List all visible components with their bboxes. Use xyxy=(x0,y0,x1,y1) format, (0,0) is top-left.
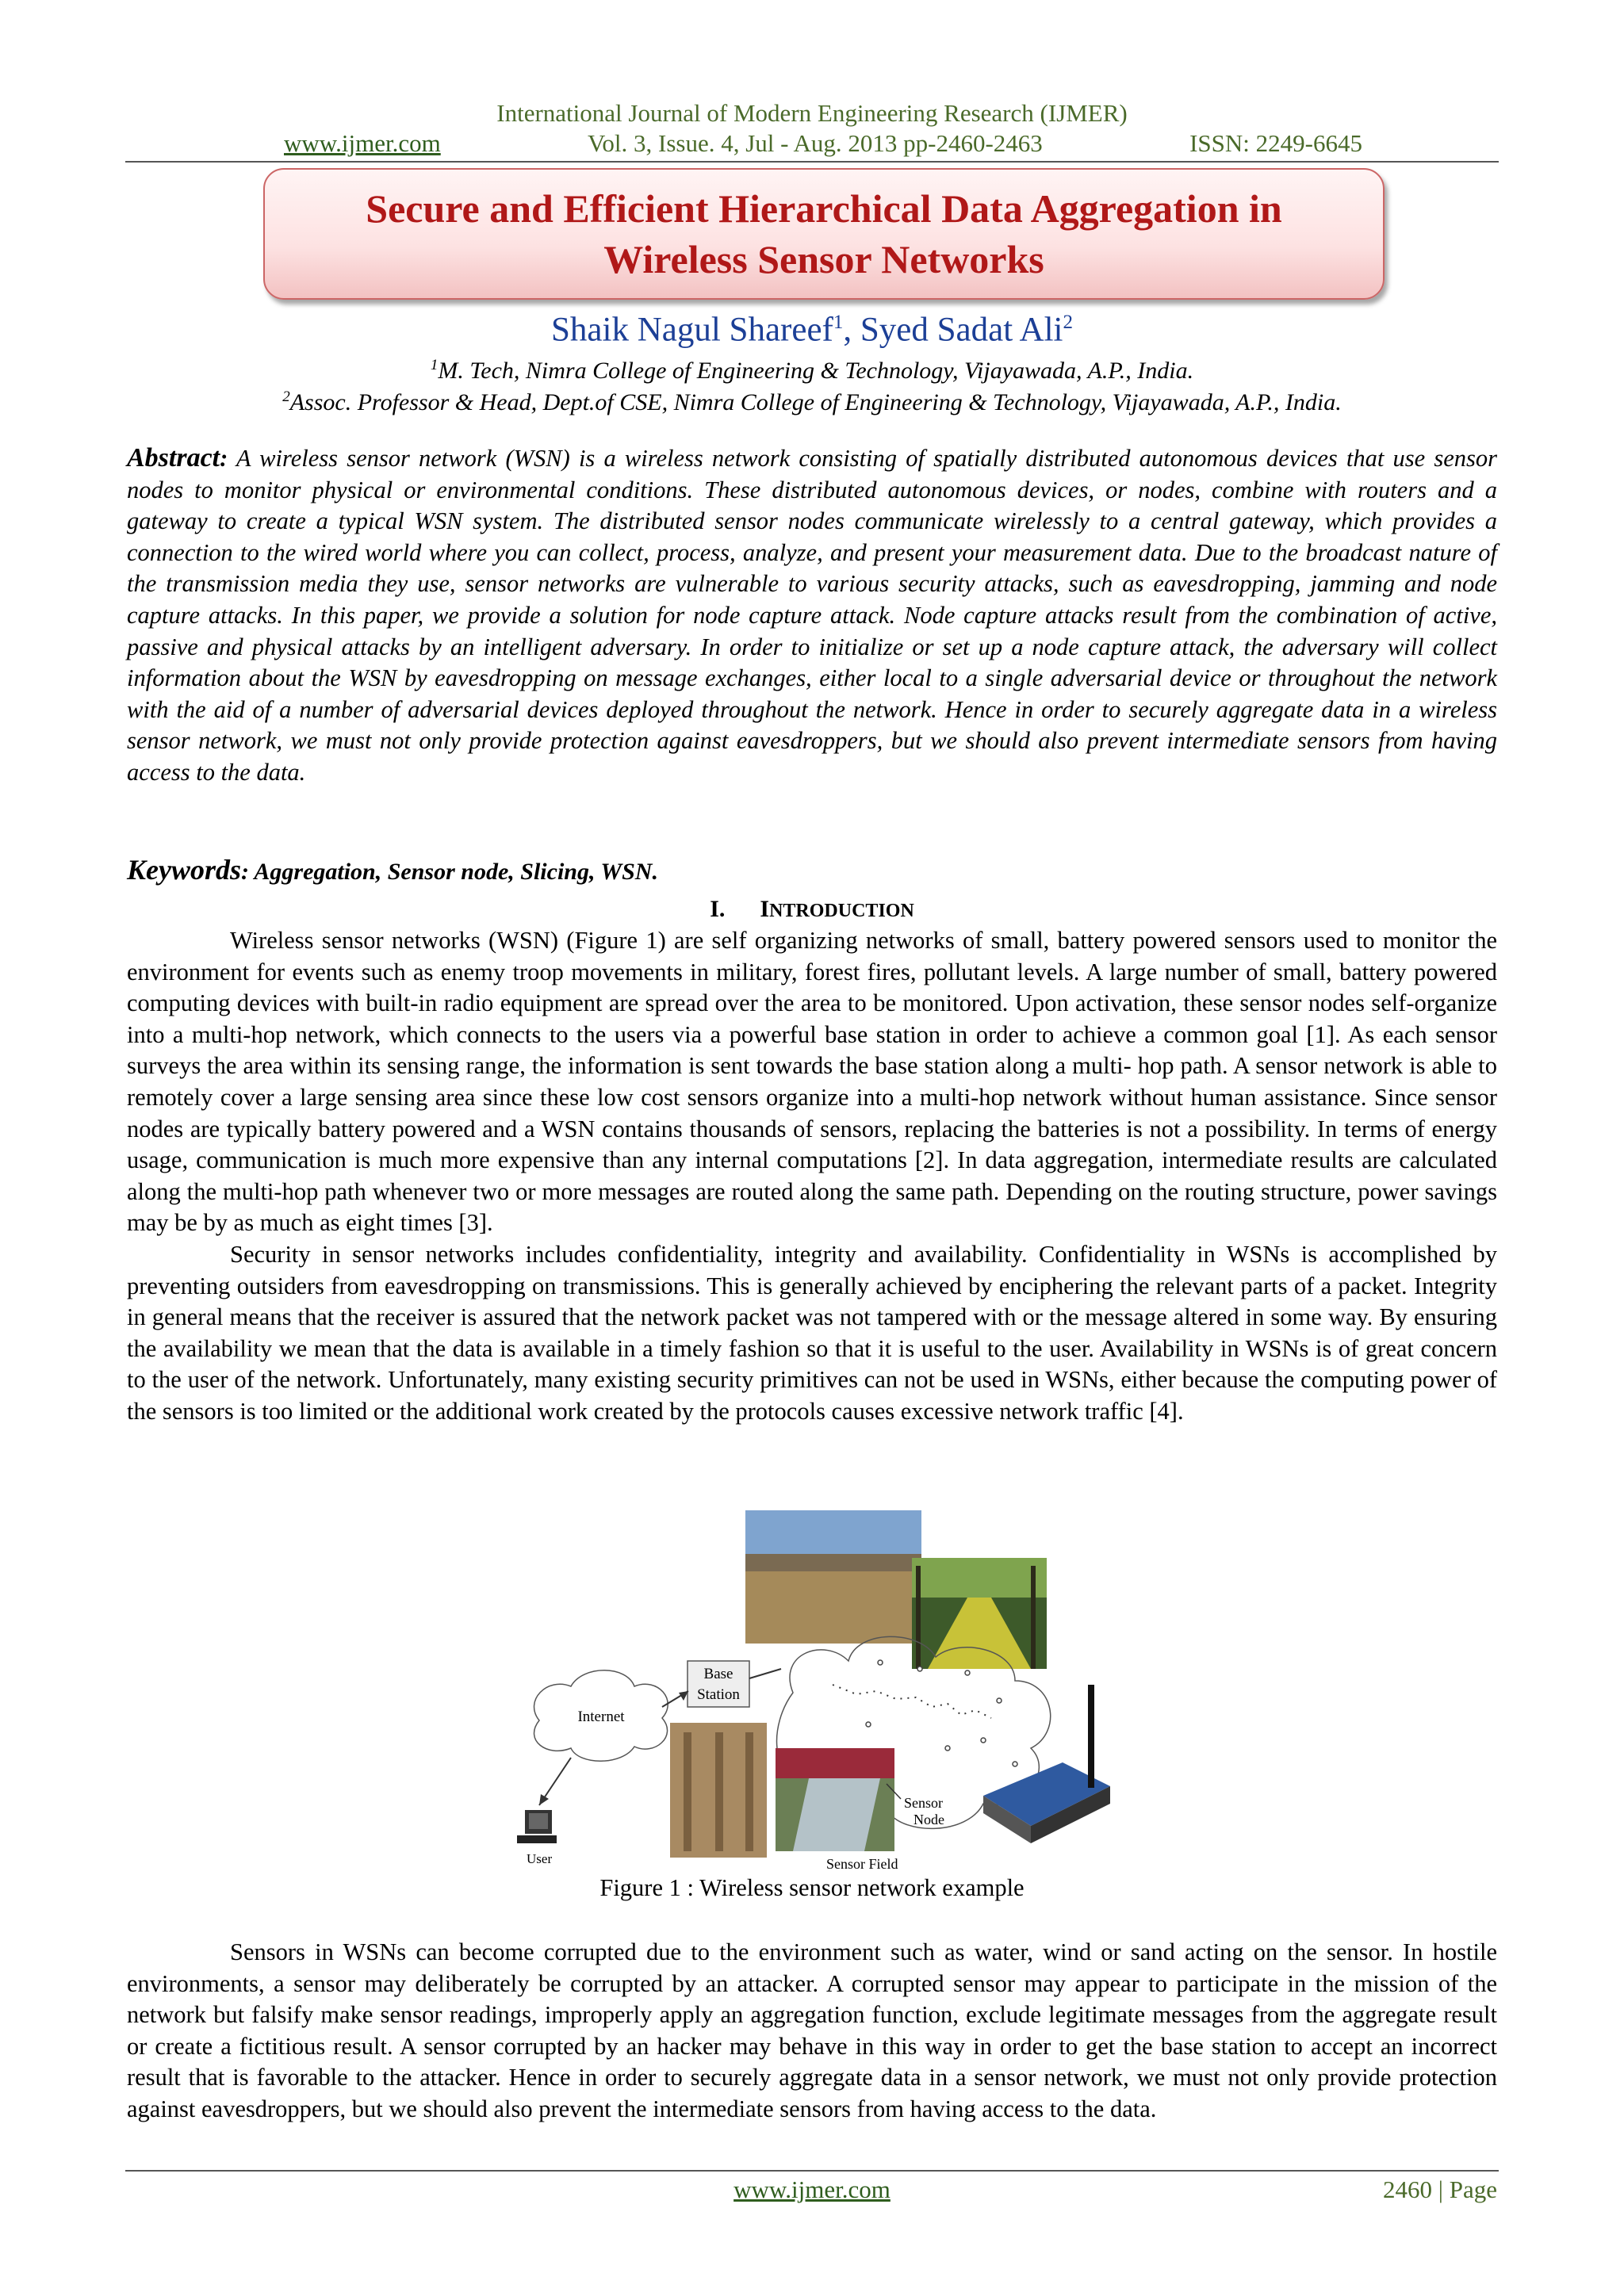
section-heading-introduction xyxy=(0,894,1624,926)
keywords-colon: : xyxy=(241,859,249,885)
header-row xyxy=(284,128,1362,159)
author-2: Syed Sadat Ali xyxy=(860,311,1063,349)
internet-label: Internet xyxy=(577,1709,625,1725)
section-number: I. xyxy=(710,896,726,922)
abstract xyxy=(127,442,1497,789)
footer-page-number: 2460 | Page xyxy=(1383,2175,1497,2203)
header-issn: ISSN: 2249-6645 xyxy=(1189,129,1362,157)
post-figure-body xyxy=(127,1937,1497,2126)
base-station-label-1: Base xyxy=(703,1666,733,1682)
author-1-sup: 1 xyxy=(833,312,844,333)
intro-paragraph-1: Wireless sensor networks (WSN) (Figure 1) are self organizing networks of small, battery powered sensors used to monitor the environment for events such as enemy troop movements in military, forest fires, pollutant levels. A large number of small, battery powered computing devices with built-in radio equipment are spread over the area to be monitored. Upon activation, these sensor nodes self-organize into a multi-hop network, which connects to the users via a powerful base station in order to achieve a common goal [1]. As each sensor surveys the area within its sensing range, the information is sent towards the base station along a multi- hop path. A sensor network is able to remotely cover a large sensing area since these low cost sensors organize into a multi-hop network without human assistance. Since sensor nodes are typically battery powered and a WSN contains thousands of sensors, replacing the batteries is not a possibility. In terms of energy usage, communication is much more expensive than any internal computations [2]. In data aggregation, intermediate results are calculated along the multi-hop path whenever two or more messages are routed along the same path. Depending on the routing structure, power savings may be by as much as eight times [3]. xyxy=(127,927,1497,1237)
header-site-link[interactable]: www.ijmer.com xyxy=(284,129,441,157)
header-volume: Vol. 3, Issue. 4, Jul - Aug. 2013 pp-2460-2463 xyxy=(588,129,1043,157)
paper-title-line-1: Secure and Efficient Hierarchical Data Aggregation in xyxy=(366,186,1282,231)
user-computer-icon xyxy=(517,1810,557,1843)
sensor-board-photo xyxy=(983,1685,1110,1843)
introduction-body xyxy=(127,925,1497,1428)
header-rule xyxy=(125,161,1499,163)
section-title-initial: I xyxy=(760,896,770,922)
user-label: User xyxy=(527,1851,553,1866)
abstract-colon: : xyxy=(220,445,228,472)
title-box xyxy=(263,168,1385,300)
affiliation-2 xyxy=(0,382,1624,418)
figure-1-caption: Figure 1 : Wireless sensor network example xyxy=(599,1874,1025,1901)
intro-paragraph-2: Security in sensor networks includes confidentiality, integrity and availability. Confidentiality in WSNs is accomplished by preventing outsiders from eavesdropping on transmissions. This is generally achieved by enciphering the relevant parts of a packet. Integrity in general means that the receiver is assured that the network packet was not tampered with or the message altered in some way. By ensuring the availability we mean that the data is available in a timely fashion so that it is useful to the user. Availability in WSNs is of great concern to the user of the network. Unfortunately, many existing security primitives can not be used in WSNs, either because the computing power of the sensors is too limited or the additional work created by the protocols causes excessive network traffic [4]. xyxy=(127,1240,1497,1425)
sensor-field-label: Sensor Field xyxy=(826,1856,898,1872)
author-1: Shaik Nagul Shareef xyxy=(551,311,833,349)
affiliation-1-text: M. Tech, Nimra College of Engineering & Technology, Vijayawada, A.P., India. xyxy=(438,358,1194,384)
abstract-label: Abstract xyxy=(127,443,220,473)
journal-name: International Journal of Modern Engineering Research (IJMER) xyxy=(496,99,1128,127)
affiliation-1-sup: 1 xyxy=(430,357,439,373)
field-photo xyxy=(745,1510,921,1644)
affiliation-2-sup: 2 xyxy=(282,388,290,405)
abstract-text: A wireless sensor network (WSN) is a wireless network consisting of spatially distributed autonomous devices that use sensor nodes to monitor physical or environmental conditions. These distributed autonomous devices, or nodes, combine with routers and a gateway to create a typical WSN system. The distributed sensor nodes communicate wirelessly to a central gateway, which provides a connection to the wired world where you can collect, process, analyze, and present your measurement data. Due to the broadcast nature of the transmission media they use, sensor networks are vulnerable to various security attacks, such as eavesdropping, jamming and node capture attacks. In this paper, we provide a solution for node capture attack. Node capture attacks result from the combination of active, passive and physical attacks by an intelligent adversary. In order to initialize or set up a node capture attack, the adversary will collect information about the WSN by eavesdropping on message exchanges, either local to a single adversarial device or throughout the network with the aid of a number of adversarial devices deployed throughout the network. Hence in order to securely aggregate data in a wireless sensor network, we must not only provide protection against eavesdroppers, but we should also prevent intermediate sensors from having access to the data. xyxy=(127,445,1497,786)
keywords-label: Keywords xyxy=(127,854,241,886)
author-list xyxy=(0,301,1624,351)
figure-1 xyxy=(508,1510,1142,1875)
post-figure-paragraph-1: Sensors in WSNs can become corrupted due to the environment such as water, wind or sand acting on the sensor. In hostile environments, a sensor may deliberately be corrupted by an attacker. A corrupted sensor may appear to participate in the mission of the network but falsify make sensor readings, improperly apply an aggregation function, exclude legitimate messages from the aggregate result or create a fictitious result. A sensor corrupted by an hacker may behave in this way in order to get the base station to accept an incorrect result that is favorable to the attacker. Hence in order to securely aggregate data in a sensor network, we must not only provide protection against eavesdroppers, but we should also prevent the intermediate sensors from having access to the data. xyxy=(127,1938,1497,2122)
multi-hop-path xyxy=(833,1685,991,1718)
affiliation-2-text: Assoc. Professor & Head, Dept.of CSE, Nimra College of Engineering & Technology, Vijayawada, A.P., India. xyxy=(289,389,1342,415)
footer-site-link[interactable]: www.ijmer.com xyxy=(733,2175,891,2203)
sensor-node-label-2: Node xyxy=(914,1812,944,1827)
sensor-node-label-1: Sensor xyxy=(904,1795,943,1811)
footer-rule xyxy=(125,2170,1499,2172)
affiliation-1 xyxy=(0,350,1624,386)
section-title-rest: NTRODUCTION xyxy=(769,901,914,921)
keywords xyxy=(127,855,1497,888)
building-photo xyxy=(670,1723,767,1858)
stream-photo xyxy=(776,1748,894,1851)
arrow-base-field xyxy=(749,1669,781,1678)
author-separator: , xyxy=(843,311,860,349)
author-2-sup: 2 xyxy=(1063,312,1073,333)
arrow-head-icon xyxy=(539,1794,549,1805)
base-station-label-2: Station xyxy=(697,1686,740,1703)
paper-title-line-2: Wireless Sensor Networks xyxy=(603,237,1044,281)
keywords-text: Aggregation, Sensor node, Slicing, WSN. xyxy=(249,859,658,885)
wsn-diagram xyxy=(508,1510,1142,1875)
